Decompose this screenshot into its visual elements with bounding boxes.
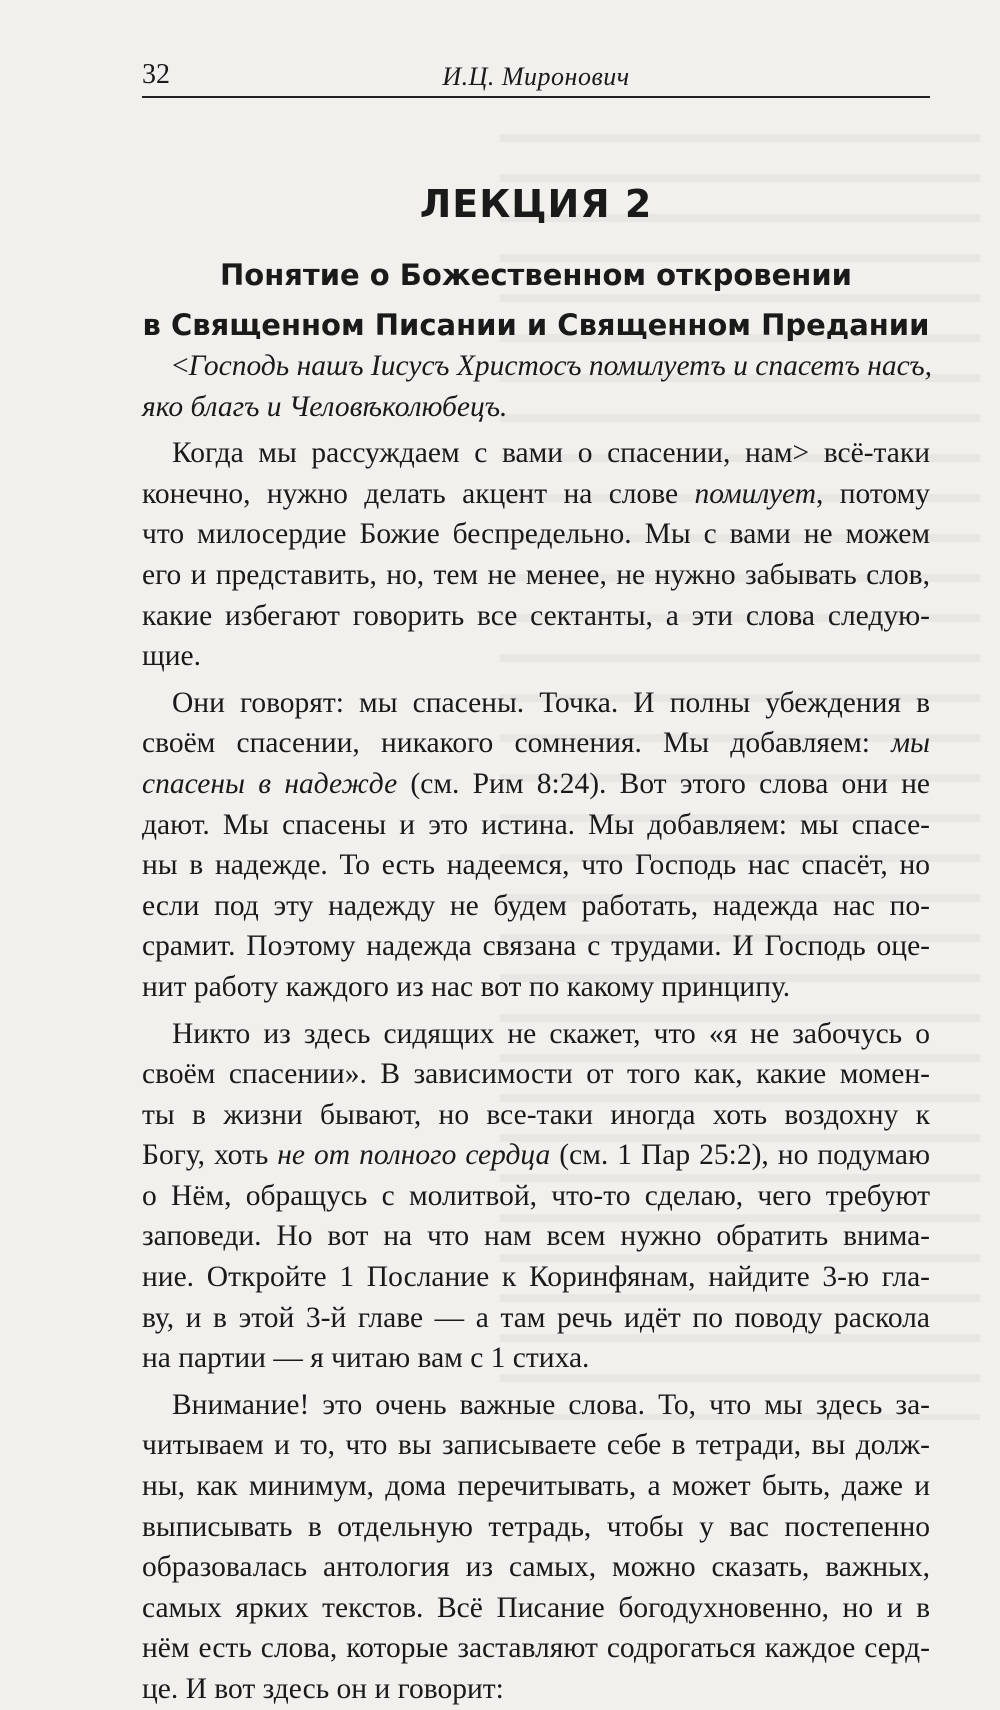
text-line: ние. Откройте 1 Послание к Коринфянам, найдите 3-ю гла- — [142, 1261, 930, 1294]
text-line: на партии — я читаю вам с 1 стиха. — [142, 1342, 590, 1375]
italic-phrase: мы — [891, 727, 930, 760]
text-line: Внимание! это очень важные слова. То, что мы здесь за- — [172, 1388, 930, 1421]
text-line: заповеди. Но вот на что нам всем нужно обратить внима- — [142, 1220, 930, 1253]
paragraph — [142, 433, 930, 677]
text-line: <Господь нашъ Іисусъ Христосъ помилуетъ и спасетъ насъ, — [172, 350, 933, 382]
italic-phrase: Господь нашъ Іисусъ Христосъ помилуетъ и спасетъ насъ, — [188, 350, 933, 382]
text-line: це. И вот здесь он и говорит: — [142, 1673, 504, 1705]
page-number: 32 — [142, 59, 170, 90]
text-line: Они говорят: мы спасены. Точка. И полны убеждения в — [172, 686, 930, 719]
italic-phrase: не от полного сердца — [277, 1139, 551, 1172]
italic-phrase: яко благъ и Человѣколюбецъ. — [142, 390, 508, 423]
text-line: читываем и то, что вы записываете себе в тетради, вы долж- — [142, 1429, 930, 1462]
paragraph — [142, 1014, 930, 1379]
text-line: спасены в надежде (см. Рим 8:24). Вот этого слова они не — [142, 767, 931, 800]
text-line: его и представить, но, тем не менее, не нужно забывать слов, — [142, 558, 930, 591]
text-line: нит работу каждого из нас вот по какому принципу. — [142, 970, 791, 1003]
text-line: ву, и в этой 3-й главе — а там речь идёт по поводу раскола — [142, 1301, 930, 1334]
text-line: ты в жизни бывают, но все-таки иногда хоть воздохну к — [142, 1098, 930, 1131]
text-line — [142, 387, 930, 428]
text-line: Богу, хоть не от полного сердца (см. 1 Пар 25:2), но подумаю — [142, 1139, 930, 1172]
running-head-author: И.Ц. Миронович — [442, 62, 630, 91]
body-text — [142, 346, 933, 1710]
text-line: что милосердие Божие беспредельно. Мы с вами не можем — [142, 518, 930, 551]
lecture-subtitle — [142, 250, 930, 350]
lecture-title: ЛЕКЦИЯ 2 — [419, 182, 653, 226]
page-header — [142, 60, 930, 98]
paragraph — [142, 683, 930, 1008]
text-line: нём есть слова, которые заставляют содрогаться каждое серд- — [142, 1632, 930, 1665]
text-line: образовалась антология из самых, можно сказать, важных, — [142, 1551, 930, 1584]
text-line: выписывать в отдельную тетрадь, чтобы у вас постепенно — [142, 1510, 930, 1543]
italic-phrase: спасены в надежде — [142, 767, 398, 800]
text-line: Когда мы рассуждаем с вами о спасении, нам> всё-таки — [172, 437, 930, 470]
text-line: срамит. Поэтому надежда связана с трудами. И Господь оце- — [142, 930, 930, 963]
text-line: конечно, нужно делать акцент на слове помилует, потому — [142, 477, 930, 510]
subtitle-line: Понятие о Божественном откровении — [220, 258, 852, 292]
text-line: ны, как минимум, дома перечитывать, а может быть, даже и — [142, 1470, 930, 1503]
paragraph — [142, 1385, 930, 1710]
text-line: дают. Мы спасены и это истина. Мы добавляем: мы спасе- — [142, 808, 930, 841]
italic-phrase: помилует — [694, 477, 816, 510]
text-line: Никто из здесь сидящих не скажет, что «я не забочусь о — [172, 1017, 930, 1050]
text-line: если под эту надежду не будем работать, надежда нас по- — [142, 889, 930, 922]
text-line: ны в надежде. То есть надеемся, что Господь нас спасёт, но — [142, 849, 930, 882]
text-line: какие избегают говорить все сектанты, а эти слова следую- — [142, 599, 930, 632]
text-line: самых ярких текстов. Всё Писание богодухновенно, но и в — [142, 1591, 930, 1624]
paragraph — [142, 346, 933, 427]
text-line: своём спасении, никакого сомнения. Мы добавляем: мы — [142, 727, 930, 760]
subtitle-line: в Священном Писании и Священном Предании — [142, 308, 930, 342]
text-line: о Нём, обращусь с молитвой, что-то сделаю, чего требуют — [142, 1179, 930, 1212]
text-line: щие. — [142, 640, 201, 673]
text-line: своём спасении». В зависимости от того как, какие момен- — [142, 1058, 930, 1091]
